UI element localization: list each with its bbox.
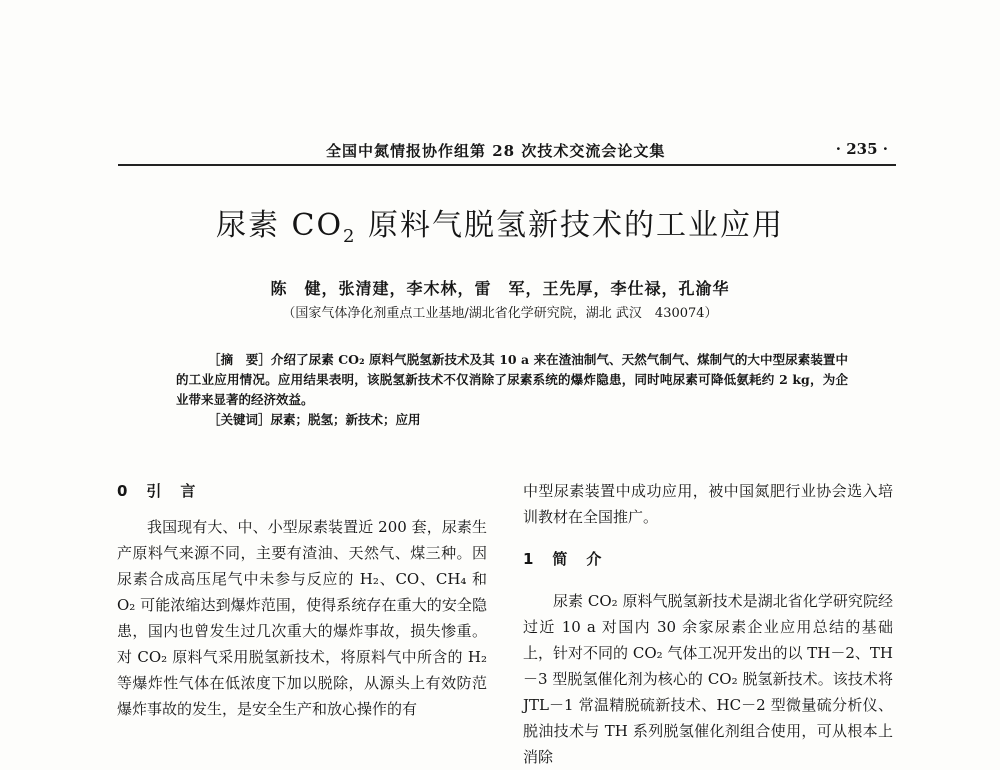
body-paragraph: 我国现有大、中、小型尿素装置近 200 套，尿素生产原料气来源不同，主要有渣油、天然气、煤三种。因尿素合成高压尾气中未参与反应的 H₂、CO、CH₄ 和 O₂ 可能浓缩达到爆炸范围，使得系统存在重大的安全隐患，国内也曾发生过几次重大的爆炸事故，损失惨重。对 CO₂ 原料气采用脱氢新技术，将原料气中所含的 H₂ 等爆炸性气体在低浓度下加以脱除，从源头上有效防范爆炸事故的发生，是安全生产和放心操作的有 <box>117 518 487 718</box>
title-part1: 尿素 CO <box>215 208 344 243</box>
abstract-block <box>176 350 848 430</box>
continued-paragraph: 中型尿素装置中成功应用，被中国氮肥行业协会选入培训教材在全国推广。 <box>523 482 893 526</box>
keywords-text: 尿素；脱氢；新技术；应用 <box>270 412 421 427</box>
keywords-line <box>176 410 848 430</box>
page-number: · 235 · <box>835 140 888 158</box>
section-heading-introduction: 0 引 言 <box>117 482 198 500</box>
body-paragraph: 尿素 CO₂ 原料气脱氢新技术是湖北省化学研究院经过近 10 a 对国内 30 余家尿素企业应用总结的基础上，针对不同的 CO₂ 气体工况开发出的以 TH－2、TH－3 型脱氢催化剂为核心的 CO₂ 脱氢新技术。该技术将 JTL－1 常温精脱硫新技术、HC－2 型微量硫分析仪、脱油技术与 TH 系列脱氢催化剂组合使用，可从根本上消除 <box>523 592 893 766</box>
abstract-text: 介绍了尿素 CO₂ 原料气脱氢新技术及其 10 a 来在渣油制气、天然气制气、煤制气的大中型尿素装置中的工业应用情况。应用结果表明，该脱氢新技术不仅消除了尿素系统的爆炸隐患，同时吨尿素可降低氨耗约 2 kg，为企业带来显著的经济效益。 <box>176 352 848 407</box>
section-heading-summary: 1 简 介 <box>523 550 604 568</box>
title-subscript: 2 <box>343 226 357 247</box>
left-column <box>117 478 487 722</box>
keywords-label: ［关键词］ <box>208 412 271 427</box>
affiliation: （国家气体净化剂重点工业基地/湖北省化学研究院，湖北 武汉 430074） <box>282 306 718 321</box>
abstract-label: ［摘 要］ <box>208 352 271 367</box>
title-part2: 原料气脱氢新技术的工业应用 <box>356 208 785 243</box>
running-title: 全国中氮情报协作组第 28 次技术交流会论文集 <box>326 142 666 160</box>
running-header <box>118 138 896 166</box>
author-list: 陈 健，张清建，李木林，雷 军，王先厚，李仕禄，孔渝华 <box>270 279 730 298</box>
right-column <box>523 478 893 770</box>
abstract-paragraph <box>176 350 848 410</box>
paper-title <box>0 200 1000 247</box>
